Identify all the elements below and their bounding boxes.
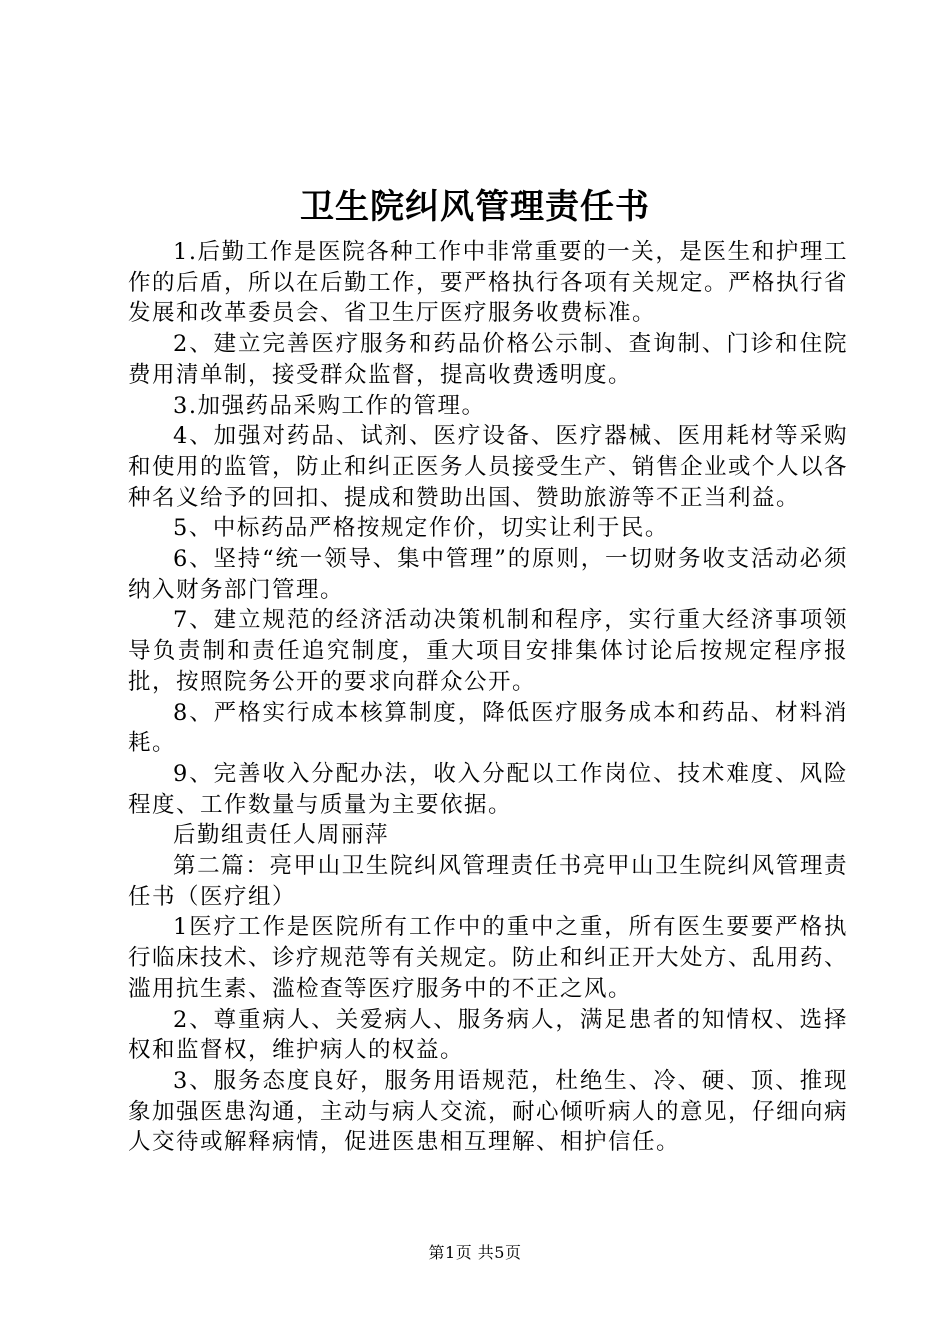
paragraph-medical-2: 2、尊重病人、关爱病人、服务病人，满足患者的知情权、选择权和监督权，维护病人的权益。 <box>128 1006 848 1064</box>
section-heading-part-two: 第二篇：亮甲山卫生院纠风管理责任书亮甲山卫生院纠风管理责任书（医疗组） <box>128 853 848 910</box>
paragraph-logistics-5: 5、中标药品严格按规定作价，切实让利于民。 <box>173 515 669 542</box>
paragraph-logistics-3: 3.加强药品采购工作的管理。 <box>173 392 486 419</box>
paragraph-logistics-8: 8、严格实行成本核算制度，降低医疗服务成本和药品、材料消耗。 <box>128 699 848 757</box>
paragraph-logistics-9: 9、完善收入分配办法，收入分配以工作岗位、技术难度、风险程度、工作数量与质量为主要依据。 <box>128 760 848 818</box>
paragraph-logistics-4: 4、加强对药品、试剂、医疗设备、医疗器械、医用耗材等采购和使用的监管，防止和纠正医务人员接受生产、销售企业或个人以各种名义给予的回扣、提成和赞助出国、赞助旅游等不正当利益。 <box>128 423 849 511</box>
document-body <box>128 237 848 1158</box>
page-number-footer: 第1页 共5页 <box>428 1243 522 1262</box>
paragraph-medical-1: 1医疗工作是医院所有工作中的重中之重，所有医生要要严格执行临床技术、诊疗规范等有关规定。防止和纠正开大处方、乱用药、滥用抗生素、滥检查等医疗服务中的不正之风。 <box>128 914 849 1002</box>
logistics-responsible-person: 后勤组责任人周丽萍 <box>173 822 390 849</box>
page-title: 卫生院纠风管理责任书 <box>300 187 650 227</box>
paragraph-logistics-7: 7、建立规范的经济活动决策机制和程序，实行重大经济事项领导负责制和责任追究制度，重大项目安排集体讨论后按规定程序报批，按照院务公开的要求向群众公开。 <box>128 607 848 695</box>
paragraph-logistics-1: 1.后勤工作是医院各种工作中非常重要的一关，是医生和护理工作的后盾，所以在后勤工作，要严格执行各项有关规定。严格执行省发展和改革委员会、省卫生厅医疗服务收费标准。 <box>128 239 849 327</box>
paragraph-logistics-6: 6、坚持“统一领导、集中管理”的原则，一切财务收支活动必须纳入财务部门管理。 <box>128 546 848 603</box>
paragraph-medical-3: 3、服务态度良好，服务用语规范，杜绝生、冷、硬、顶、推现象加强医患沟通，主动与病人交流，耐心倾听病人的意见，仔细向病人交待或解释病情，促进医患相互理解、相护信任。 <box>128 1067 849 1156</box>
paragraph-logistics-2: 2、建立完善医疗服务和药品价格公示制、查询制、门诊和住院费用清单制，接受群众监督，提高收费透明度。 <box>128 331 848 388</box>
